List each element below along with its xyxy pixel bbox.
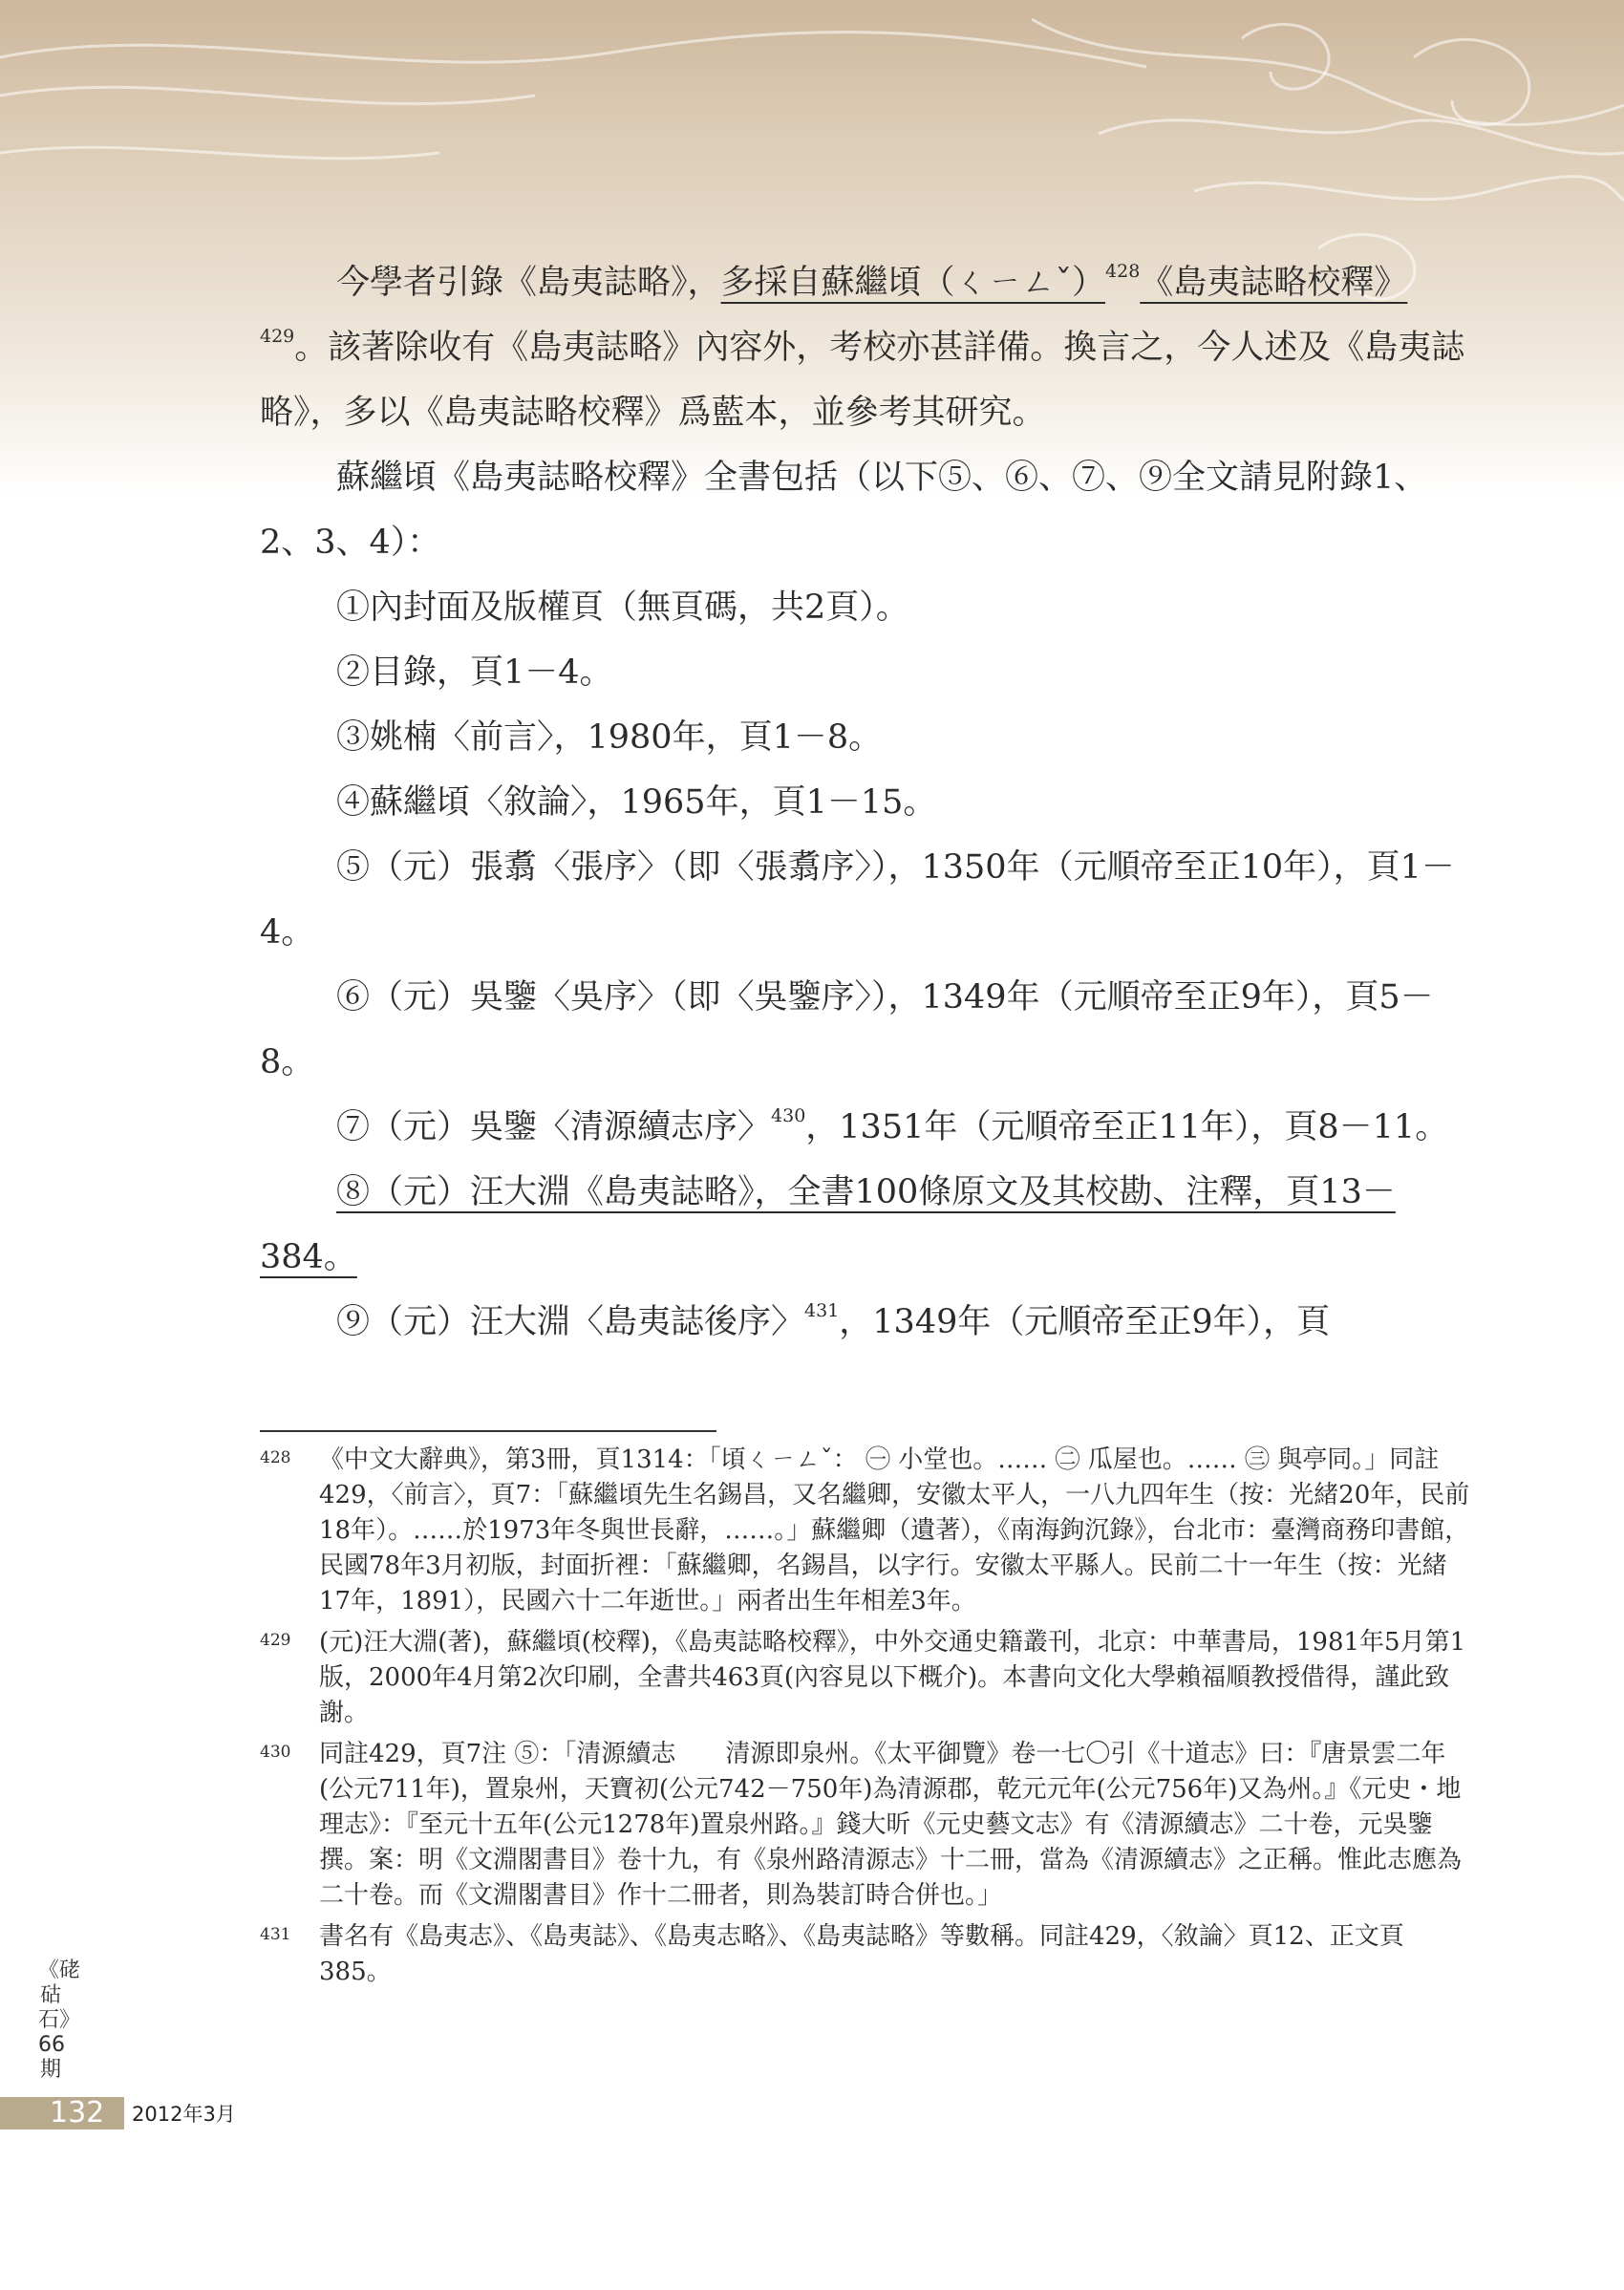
paragraph (260, 250, 1471, 445)
footnote-text: 書名有《島夷志》、《島夷誌》、《島夷志略》、《島夷誌略》等數稱。同註429，〈敘論〉頁12、正文頁385。 (319, 1922, 1404, 1986)
underlined-text: 《島夷誌略校釋》 (1140, 264, 1408, 302)
list-item: ③姚楠〈前言〉，1980年，頁1－8。 (336, 718, 883, 757)
text-segment: ，1349年（元順帝至正9年），頁 (839, 1303, 1331, 1341)
footnote-ref[interactable]: 428 (1105, 261, 1141, 282)
issue-date: 2012年3月 (132, 2103, 236, 2126)
text-segment: ⑦（元）吳鑒〈清源續志序〉 (336, 1108, 772, 1146)
text-segment: 今學者引錄《島夷誌略》， (336, 264, 721, 302)
underlined-text: 多採自蘇繼頃（ㄑㄧㄥˇ） (720, 264, 1106, 302)
footnote-ref[interactable]: 430 (771, 1105, 806, 1126)
list-item (260, 1290, 1471, 1355)
list-item: ⑥（元）吳鑒〈吳序〉（即〈吳鑒序〉），1349年（元順帝至正9年），頁5－8。 (260, 978, 1434, 1081)
text-segment: ，1351年（元順帝至正11年），頁8－11。 (805, 1108, 1449, 1146)
footnotes (260, 1443, 1471, 1996)
main-text (260, 250, 1471, 1355)
journal-title: 《硓𥑮石》66期 (38, 1958, 81, 2082)
footnote-text: (元)汪大淵(著)，蘇繼頃(校釋)，《島夷誌略校釋》，中外交通史籍叢刊，北京：中華書局，1981年5月第1版，2000年4月第2次印刷，全書共463頁(內容見以下概介)。本書向文化大學賴福順教授借得，謹此致謝。 (319, 1628, 1466, 1727)
footnote (260, 1737, 1471, 1914)
paragraph: 蘇繼頃《島夷誌略校釋》全書包括（以下⑤、⑥、⑦、⑨全文請見附錄1、2、3、4）： (260, 459, 1428, 562)
list-item: ⑤（元）張翥〈張序〉（即〈張翥序〉），1350年（元順帝至正10年），頁1－4。 (260, 848, 1455, 952)
page-number: 132 (50, 2096, 105, 2129)
footnote-number: 429 (260, 1631, 291, 1650)
footnote-ref[interactable]: 429 (260, 326, 295, 347)
footnote-ref[interactable]: 431 (804, 1300, 840, 1321)
footnote (260, 1443, 1471, 1619)
footnote-text: 同註429，頁7注 ⑤：「清源續志 清源即泉州。《太平御覽》卷一七〇引《十道志》曰：『唐景雲二年(公元711年)，置泉州，天寶初(公元742－750年)為清源郡，乾元元年(公元756年)又為州。』《元史・地理志》：『至元十五年(公元1278年)置泉州路。』錢大昕《元史藝文志》有《清源續志》二十卷，元吳鑒撰。案：明《文淵閣書目》卷十九，有《泉州路清源志》十二冊，當為《清源續志》之正稱。惟此志應為二十卷。而《文淵閣書目》作十二冊者，則為裝訂時合併也。」 (319, 1740, 1463, 1910)
footnote (260, 1625, 1471, 1731)
footnote (260, 1919, 1471, 1990)
list-item: ②目錄，頁1－4。 (336, 653, 613, 692)
footnote-number: 430 (260, 1743, 291, 1762)
list-item (260, 1160, 1471, 1290)
underlined-text: ⑧（元）汪大淵《島夷誌略》，全書100條原文及其校勘、注釋，頁13－384。 (260, 1173, 1396, 1276)
list-item (260, 1095, 1471, 1160)
text-segment: 。該著除收有《島夷誌略》內容外，考校亦甚詳備。換言之，今人述及《島夷誌略》，多以《島夷誌略校釋》爲藍本，並參考其研究。 (260, 329, 1465, 432)
list-item: ①內封面及版權頁（無頁碼，共2頁）。 (336, 589, 909, 627)
footnote-divider (260, 1430, 716, 1432)
footnote-number: 431 (260, 1925, 291, 1944)
footnote-number: 428 (260, 1448, 291, 1467)
footnote-text: 《中文大辭典》，第3冊，頁1314：「頃ㄑㄧㄥˇ： ㊀ 小堂也。…… ㊁ 瓜屋也。…… ㊂ 與亭同。」同註429，〈前言〉，頁7：「蘇繼頃先生名錫昌，又名繼卿，安徽太平人，一八九四年生（按：光緒20年，民前18年）。……於1973年冬與世長辭，……。」蘇繼卿（遺著），《南海鉤沉錄》，台北市：臺灣商務印書館，民國78年3月初版，封面折裡：「蘇繼卿，名錫昌，以字行。安徽太平縣人。民前二十一年生（按：光緒17年，1891），民國六十二年逝世。」兩者出生年相差3年。 (319, 1445, 1470, 1616)
text-segment: ⑨（元）汪大淵〈島夷誌後序〉 (336, 1303, 805, 1341)
list-item: ④蘇繼頃〈敘論〉，1965年，頁1－15。 (336, 783, 937, 822)
